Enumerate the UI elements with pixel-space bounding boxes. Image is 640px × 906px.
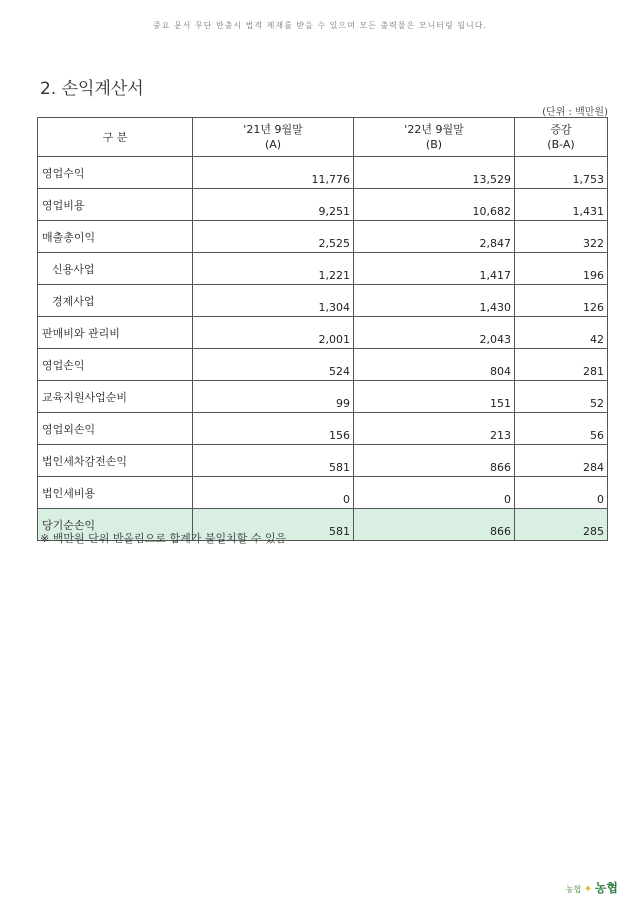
header-col-b-tag: (B): [425, 138, 443, 151]
header-col-c-formula: (B-A): [547, 138, 575, 151]
table-row: [38, 253, 608, 285]
value-b: 1,417: [354, 253, 515, 285]
row-label: 신용사업: [38, 253, 193, 285]
header-col-b-period: '22년 9월말: [404, 123, 464, 136]
value-change: 1,753: [515, 157, 608, 189]
value-a: 2,001: [193, 317, 354, 349]
value-change: 284: [515, 445, 608, 477]
header-col-a: [193, 118, 354, 157]
value-a: 9,251: [193, 189, 354, 221]
table-row: [38, 477, 608, 509]
value-b: 1,430: [354, 285, 515, 317]
row-label: 경제사업: [38, 285, 193, 317]
value-a: 581: [193, 509, 354, 541]
value-change: 52: [515, 381, 608, 413]
value-a: 1,221: [193, 253, 354, 285]
value-change: 196: [515, 253, 608, 285]
confidentiality-notice: 중요 문서 무단 반출시 법적 제재를 받을 수 있으며 모든 출력물은 모니터링 됩니다.: [152, 21, 488, 30]
value-change: 42: [515, 317, 608, 349]
value-a: 156: [193, 413, 354, 445]
table-row: [38, 413, 608, 445]
table-row: [38, 221, 608, 253]
header-col-a-period: '21년 9월말: [243, 123, 303, 136]
table-row: [38, 285, 608, 317]
value-b: 2,847: [354, 221, 515, 253]
value-b: 151: [354, 381, 515, 413]
header-col-c-title: 증감: [550, 123, 572, 136]
value-b: 213: [354, 413, 515, 445]
value-b: 866: [354, 445, 515, 477]
table-row: [38, 317, 608, 349]
value-change: 0: [515, 477, 608, 509]
value-change: 285: [515, 509, 608, 541]
row-label: 영업수익: [38, 157, 193, 189]
header-col-c: [515, 118, 608, 157]
value-b: 0: [354, 477, 515, 509]
row-label: 영업비용: [38, 189, 193, 221]
value-a: 2,525: [193, 221, 354, 253]
footnote: ※ 백만원 단위 반올림으로 합계가 불일치할 수 있음: [40, 532, 287, 545]
value-change: 281: [515, 349, 608, 381]
row-label: 판매비와 관리비: [38, 317, 193, 349]
table-row: [38, 349, 608, 381]
value-a: 0: [193, 477, 354, 509]
value-a: 99: [193, 381, 354, 413]
table-row: [38, 445, 608, 477]
value-b: 13,529: [354, 157, 515, 189]
value-a: 11,776: [193, 157, 354, 189]
section-title: 2. 손익계산서: [40, 79, 144, 99]
table-row: [38, 189, 608, 221]
table-row: [38, 381, 608, 413]
unit-label: (단위 : 백만원): [542, 107, 608, 118]
value-b: 2,043: [354, 317, 515, 349]
row-label: 매출총이익: [38, 221, 193, 253]
value-a: 1,304: [193, 285, 354, 317]
header-category: 구 분: [38, 118, 193, 157]
row-label: 교육지원사업순비: [38, 381, 193, 413]
value-change: 126: [515, 285, 608, 317]
value-b: 10,682: [354, 189, 515, 221]
row-label: 영업손익: [38, 349, 193, 381]
table-header-row: [38, 118, 608, 157]
row-label: 영업외손익: [38, 413, 193, 445]
value-a: 524: [193, 349, 354, 381]
row-label: 법인세차감전손익: [38, 445, 193, 477]
leaf-icon: ✦: [583, 884, 593, 895]
logo-brand: 농협: [594, 881, 618, 895]
nonghyup-logo: [566, 879, 618, 896]
income-statement-table: [37, 117, 608, 541]
value-change: 322: [515, 221, 608, 253]
value-b: 804: [354, 349, 515, 381]
value-b: 866: [354, 509, 515, 541]
table-row: [38, 157, 608, 189]
header-col-b: [354, 118, 515, 157]
value-change: 1,431: [515, 189, 608, 221]
value-change: 56: [515, 413, 608, 445]
row-label: 당기순손익: [38, 509, 193, 541]
header-col-a-tag: (A): [264, 138, 282, 151]
logo-small-text: 농협: [565, 885, 582, 894]
row-label: 법인세비용: [38, 477, 193, 509]
value-a: 581: [193, 445, 354, 477]
